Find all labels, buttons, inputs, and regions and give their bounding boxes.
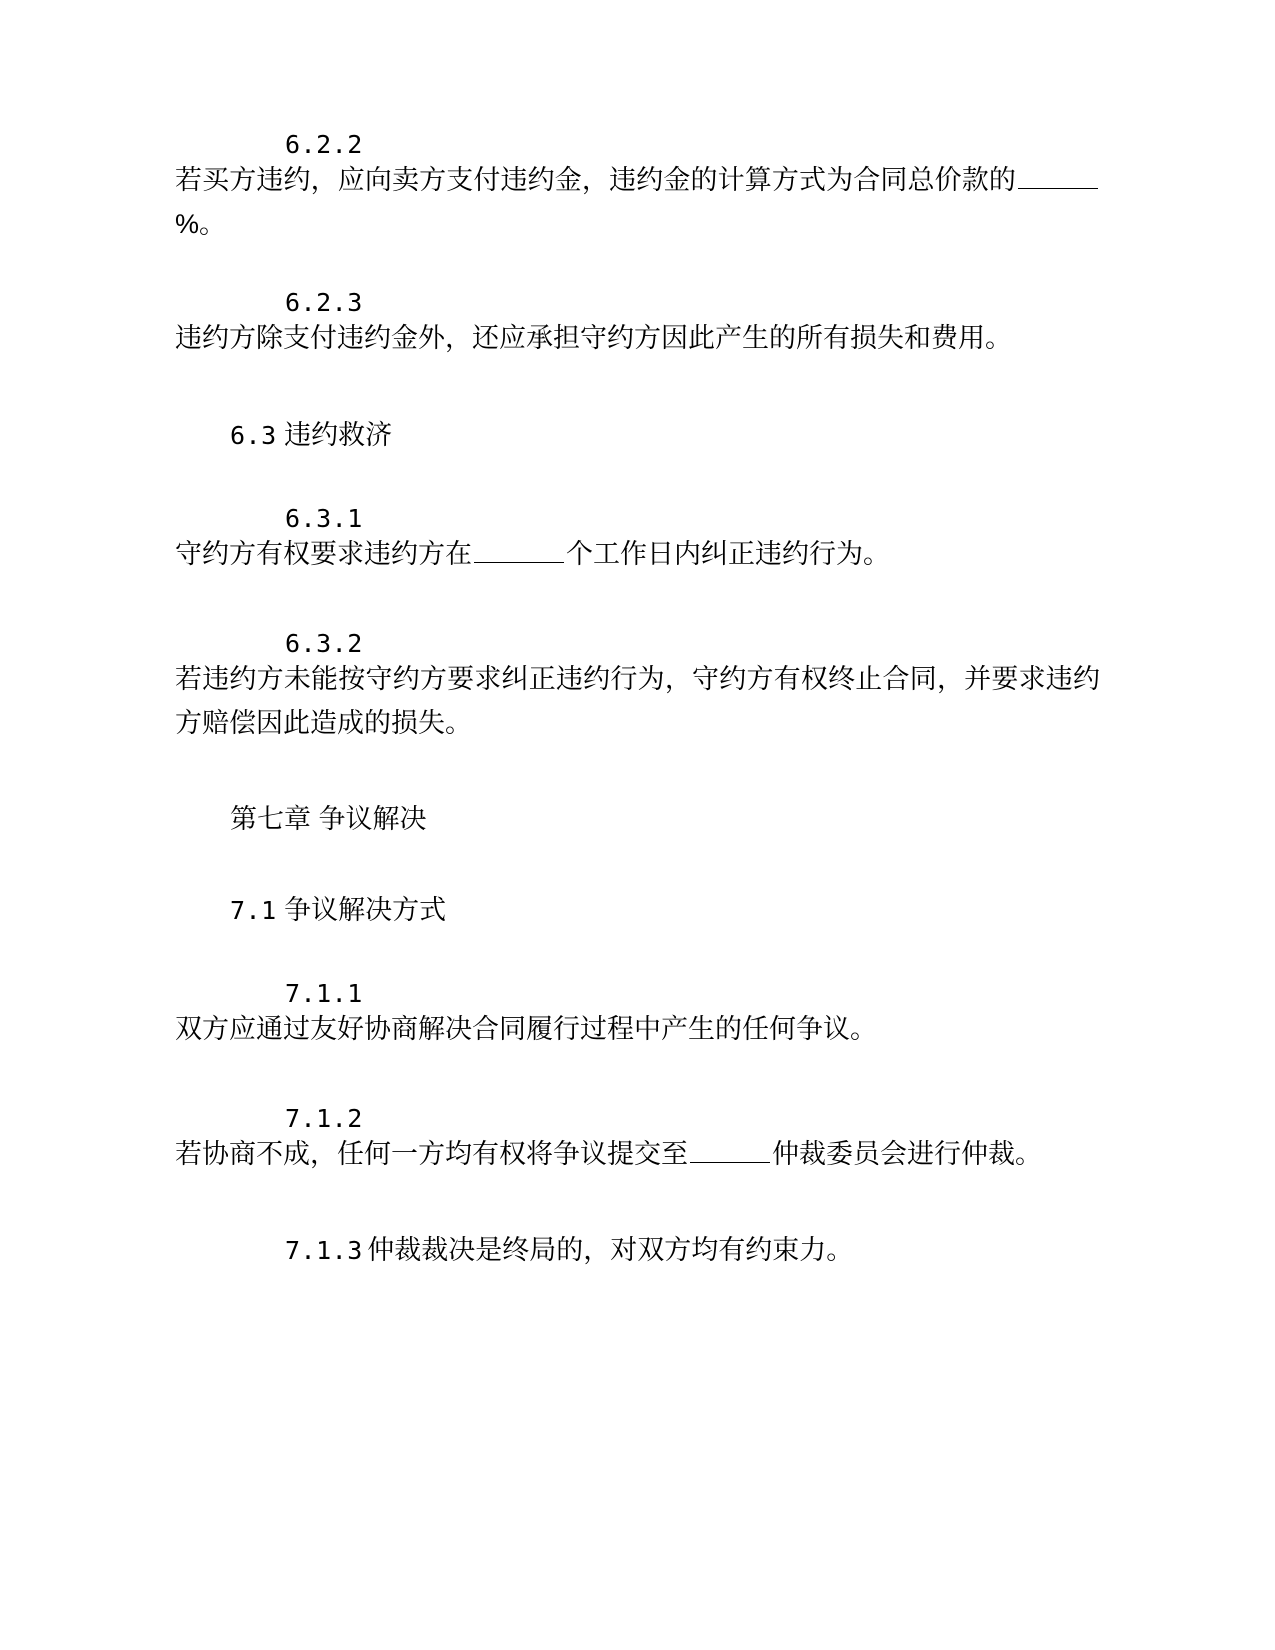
clause-text: 双方应通过友好协商解决合同履行过程中产生的任何争议。 [175, 1014, 877, 1045]
clause-text: 若违约方未能按守约方要求纠正违约行为，守约方有权终止合同，并要求违约方赔偿因此造成的损失。 [175, 663, 1100, 738]
spacer [175, 272, 1100, 288]
section-heading-6-3 [175, 413, 1100, 452]
section-heading-line [175, 413, 1100, 452]
chapter-heading-line [175, 797, 1100, 836]
clause-7-1-3 [175, 1229, 1100, 1273]
clause-number: 7.1.2 [285, 1104, 363, 1134]
clause-number-line [175, 629, 1100, 658]
clause-text-before-blank: 守约方有权要求违约方在 [175, 539, 472, 570]
clause-number-line [175, 288, 1100, 317]
fill-in-blank[interactable] [1018, 166, 1098, 189]
clause-number: 7.1.1 [285, 979, 363, 1009]
clause-text: 仲裁裁决是终局的，对双方均有约束力。 [367, 1234, 854, 1265]
clause-number: 6.2.3 [285, 288, 363, 318]
chapter-heading-7 [175, 797, 1100, 836]
section-title: 违约救济 [284, 420, 393, 451]
clause-text-after-blank: 仲裁委员会进行仲裁。 [772, 1139, 1042, 1170]
spacer [175, 862, 1100, 888]
section-title: 争议解决方式 [284, 895, 447, 926]
section-number: 7.1 [230, 896, 277, 926]
spacer [175, 1203, 1100, 1229]
clause-7-1-2 [175, 1104, 1100, 1177]
clause-text [175, 159, 1100, 246]
chapter-title: 第七章 争议解决 [230, 804, 427, 835]
clause-text-after-blank: 个工作日内纠正违约行为。 [566, 539, 890, 570]
section-number: 6.3 [230, 421, 277, 451]
spacer [175, 478, 1100, 504]
clause-text [175, 533, 1100, 577]
clause-text-before-blank: 若买方违约，应向卖方支付违约金，违约金的计算方式为合同总价款的 [175, 165, 1016, 195]
clause-number: 7.1.3 [285, 1235, 363, 1265]
fill-in-blank[interactable] [690, 1140, 770, 1163]
clause-text-after-blank: %。 [175, 208, 227, 239]
clause-6-2-3 [175, 288, 1100, 361]
clause-6-3-1 [175, 504, 1100, 577]
spacer [175, 953, 1100, 979]
section-heading-line [175, 888, 1100, 927]
clause-number: 6.3.2 [285, 628, 363, 658]
clause-line [175, 1229, 1100, 1273]
clause-number-line [175, 1104, 1100, 1133]
section-heading-7-1 [175, 888, 1100, 927]
clause-number: 6.2.2 [285, 130, 363, 159]
spacer [175, 771, 1100, 797]
spacer [175, 1299, 1100, 1325]
clause-7-1-1 [175, 979, 1100, 1052]
spacer [175, 387, 1100, 413]
section-heading-7-2 [175, 1325, 1100, 1356]
clause-text: 违约方除支付违约金外，还应承担守约方因此产生的所有损失和费用。 [175, 323, 1012, 354]
clause-6-2-2 [175, 130, 1100, 246]
section-heading-line [175, 1325, 1100, 1356]
clause-number-line [175, 130, 1100, 159]
clause-text [175, 1133, 1100, 1177]
fill-in-blank[interactable] [474, 540, 564, 563]
clause-text-before-blank: 若协商不成，任何一方均有权将争议提交至 [175, 1139, 688, 1170]
spacer [175, 1078, 1100, 1104]
clause-number-line [175, 979, 1100, 1008]
spacer [175, 603, 1100, 629]
clause-6-3-2 [175, 629, 1100, 745]
section-title-spacer [230, 1325, 238, 1355]
clause-number: 6.3.1 [285, 504, 363, 534]
clause-number-line [175, 504, 1100, 533]
